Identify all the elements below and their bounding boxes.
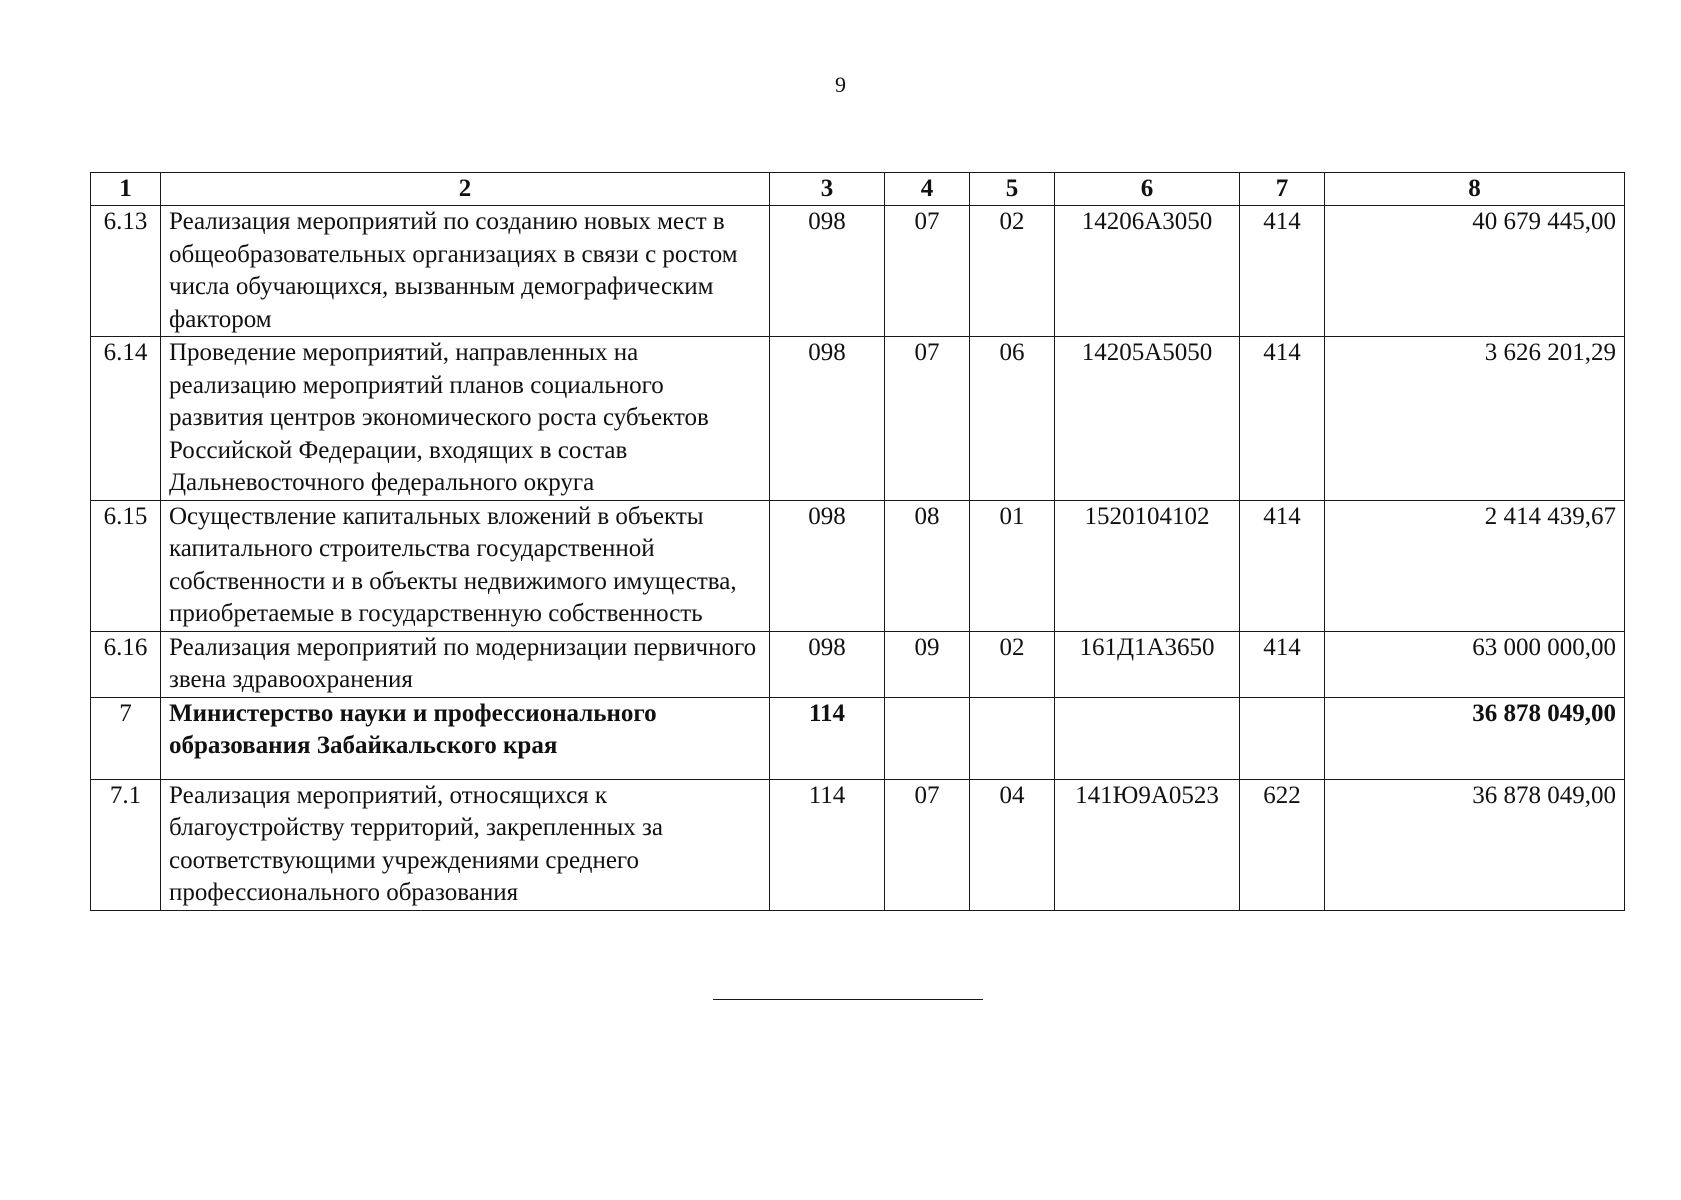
row-col-4: 07 [885, 337, 970, 501]
row-col-7: 414 [1240, 500, 1325, 631]
row-description: Проведение мероприятий, направленных на реализацию мероприятий планов социального развития центров экономического роста субъектов Российской Федерации, входящих в состав Дальневосточного федерального округа [161, 337, 770, 501]
row-col-5: 01 [970, 500, 1055, 631]
row-number: 6.15 [91, 500, 161, 631]
header-col-3: 3 [770, 173, 885, 206]
header-col-5: 5 [970, 173, 1055, 206]
row-col-4: 08 [885, 500, 970, 631]
row-amount: 36 878 049,00 [1325, 779, 1625, 910]
header-col-4: 4 [885, 173, 970, 206]
header-col-1: 1 [91, 173, 161, 206]
row-col-4: 09 [885, 631, 970, 697]
table-row [91, 206, 1625, 337]
row-col-5: 02 [970, 206, 1055, 337]
row-amount: 36 878 049,00 [1325, 697, 1625, 779]
table-row [91, 631, 1625, 697]
header-row [91, 173, 1625, 206]
row-amount: 3 626 201,29 [1325, 337, 1625, 501]
budget-table [90, 172, 1625, 911]
row-number: 6.16 [91, 631, 161, 697]
row-col-3: 098 [770, 500, 885, 631]
header-col-7: 7 [1240, 173, 1325, 206]
row-col-7: 622 [1240, 779, 1325, 910]
header-col-2: 2 [161, 173, 770, 206]
row-amount: 63 000 000,00 [1325, 631, 1625, 697]
row-col-7: 414 [1240, 337, 1325, 501]
row-col-6: 14205А5050 [1055, 337, 1240, 501]
header-col-8: 8 [1325, 173, 1625, 206]
row-description: Осуществление капитальных вложений в объекты капитального строительства государственной собственности и в объекты недвижимого имущества, приобретаемые в государственную собственность [161, 500, 770, 631]
row-col-5 [970, 697, 1055, 779]
row-col-6: 1520104102 [1055, 500, 1240, 631]
row-description: Реализация мероприятий по созданию новых мест в общеобразовательных организациях в связи с ростом числа обучающихся, вызванным демографическим фактором [161, 206, 770, 337]
row-number: 6.13 [91, 206, 161, 337]
table-body [91, 206, 1625, 911]
table-row [91, 337, 1625, 501]
row-amount: 2 414 439,67 [1325, 500, 1625, 631]
row-col-6: 161Д1А3650 [1055, 631, 1240, 697]
row-col-4: 07 [885, 779, 970, 910]
row-col-4 [885, 697, 970, 779]
row-col-7 [1240, 697, 1325, 779]
row-col-7: 414 [1240, 631, 1325, 697]
row-description: Реализация мероприятий, относящихся к благоустройству территорий, закрепленных за соответствующими учреждениями среднего профессионального образования [161, 779, 770, 910]
row-col-3: 098 [770, 206, 885, 337]
footer-divider [713, 999, 983, 1000]
row-col-3: 098 [770, 631, 885, 697]
row-description: Реализация мероприятий по модернизации первичного звена здравоохранения [161, 631, 770, 697]
row-col-5: 04 [970, 779, 1055, 910]
row-col-4: 07 [885, 206, 970, 337]
row-number: 7 [91, 697, 161, 779]
table-row [91, 500, 1625, 631]
row-col-7: 414 [1240, 206, 1325, 337]
row-col-3: 114 [770, 697, 885, 779]
row-col-3: 114 [770, 779, 885, 910]
row-number: 6.14 [91, 337, 161, 501]
row-col-3: 098 [770, 337, 885, 501]
table-row-group [91, 697, 1625, 779]
table-header [91, 173, 1625, 206]
row-col-5: 06 [970, 337, 1055, 501]
row-amount: 40 679 445,00 [1325, 206, 1625, 337]
page-number: 9 [835, 72, 846, 97]
row-col-5: 02 [970, 631, 1055, 697]
row-description: Министерство науки и профессионального образования Забайкальского края [161, 697, 770, 779]
row-col-6 [1055, 697, 1240, 779]
header-col-6: 6 [1055, 173, 1240, 206]
table-row [91, 779, 1625, 910]
row-col-6: 14206А3050 [1055, 206, 1240, 337]
row-number: 7.1 [91, 779, 161, 910]
row-col-6: 141Ю9А0523 [1055, 779, 1240, 910]
